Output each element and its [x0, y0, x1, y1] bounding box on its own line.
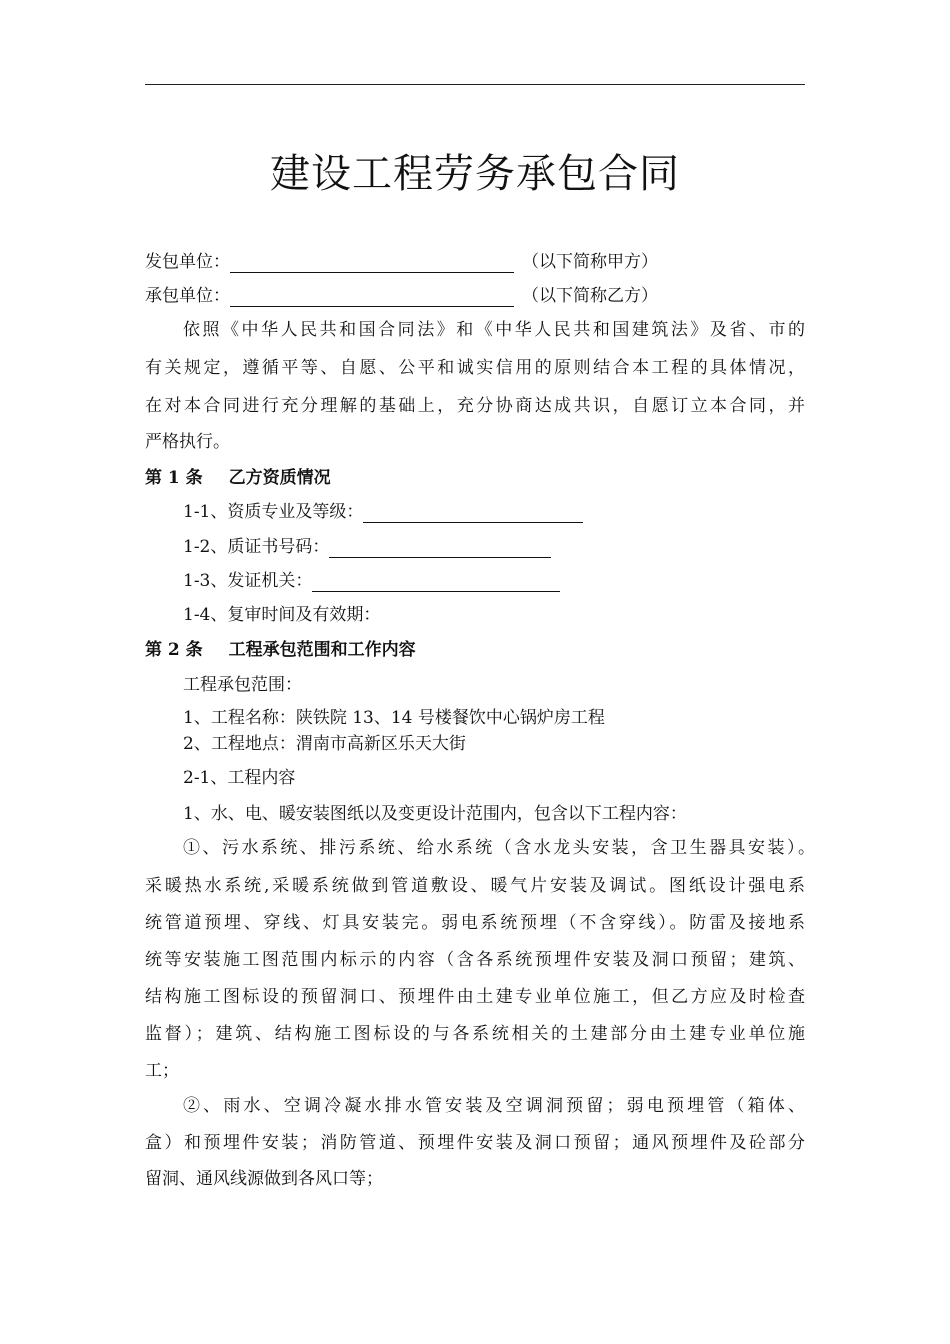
certificate-number-label: 1-2、质证书号码：: [183, 537, 330, 557]
intro-line: 在对本合同进行充分理解的基础上，充分协商达成共识，自愿订立本合同，并: [145, 396, 805, 416]
content-line: ②、雨水、空调冷凝水排水管安装及空调洞预留；弱电预埋管（箱体、: [183, 1096, 805, 1116]
intro-line: 依照《中华人民共和国合同法》和《中华人民共和国建筑法》及省、市的: [183, 320, 805, 340]
certificate-number-blank: [329, 539, 551, 558]
party-a-label: 发包单位：: [145, 252, 230, 272]
party-b-label: 承包单位：: [145, 286, 230, 306]
article-2-heading: [145, 638, 416, 662]
project-location: 2、工程地点：渭南市高新区乐天大街: [183, 734, 466, 754]
party-a-line: [145, 250, 658, 274]
content-line: ①、污水系统、排污系统、给水系统（含水龙头安装，含卫生器具安装）。: [183, 838, 815, 858]
party-a-blank: [230, 254, 514, 273]
subsection-heading: 2-1、工程内容: [183, 768, 296, 788]
content-line: 工；: [145, 1061, 179, 1081]
content-line: 统管道预埋、穿线、灯具安装完。弱电系统预埋（不含穿线）。防雷及接地系: [145, 913, 805, 933]
qualification-label: 1-1、资质专业及等级：: [183, 502, 364, 522]
content-line: 采暖热水系统,采暖系统做到管道敷设、暖气片安装及调试。图纸设计强电系: [145, 876, 805, 896]
content-line: 盒）和预埋件安装；消防管道、预埋件安装及洞口预留；通风预埋件及砼部分: [145, 1133, 805, 1153]
article-1-item: [183, 535, 559, 559]
article-1-item: [183, 500, 591, 524]
intro-line: 严格执行。: [145, 432, 230, 452]
article-1-number: 第 1 条: [145, 468, 203, 488]
article-1-title: 乙方资质情况: [228, 468, 331, 488]
document-title: 建设工程劳务承包合同: [270, 151, 680, 197]
article-2-number: 第 2 条: [145, 640, 203, 660]
article-1-item: [183, 569, 568, 593]
scope-label: 工程承包范围：: [183, 675, 302, 695]
intro-line: 有关规定，遵循平等、自愿、公平和诚实信用的原则结合本工程的具体情况，: [145, 358, 805, 378]
article-1-item: 1-4、复审时间及有效期：: [183, 605, 381, 625]
subsection-intro: 1、水、电、暖安装图纸以及变更设计范围内，包含以下工程内容：: [183, 804, 687, 824]
header-rule: [145, 84, 805, 85]
content-line: 统等安装施工图范围内标示的内容（含各系统预埋件安装及洞口预留；建筑、: [145, 950, 805, 970]
party-b-line: [145, 284, 658, 308]
content-line: 留洞、通风线源做到各风口等；: [145, 1169, 383, 1189]
issuing-authority-blank: [312, 573, 560, 592]
party-b-suffix: （以下简称乙方）: [522, 286, 658, 306]
party-a-suffix: （以下简称甲方）: [522, 252, 658, 272]
issuing-authority-label: 1-3、发证机关：: [183, 571, 313, 591]
party-b-blank: [230, 288, 514, 307]
content-line: 监督）；建筑、结构施工图标设的与各系统相关的土建部分由土建专业单位施: [145, 1024, 805, 1044]
article-1-heading: [145, 466, 331, 490]
project-name: 1、工程名称：陕铁院 13、14 号楼餐饮中心锅炉房工程: [183, 708, 605, 728]
qualification-blank: [363, 504, 583, 523]
article-2-title: 工程承包范围和工作内容: [228, 640, 416, 660]
content-line: 结构施工图标设的预留洞口、预埋件由土建专业单位施工，但乙方应及时检查: [145, 987, 805, 1007]
